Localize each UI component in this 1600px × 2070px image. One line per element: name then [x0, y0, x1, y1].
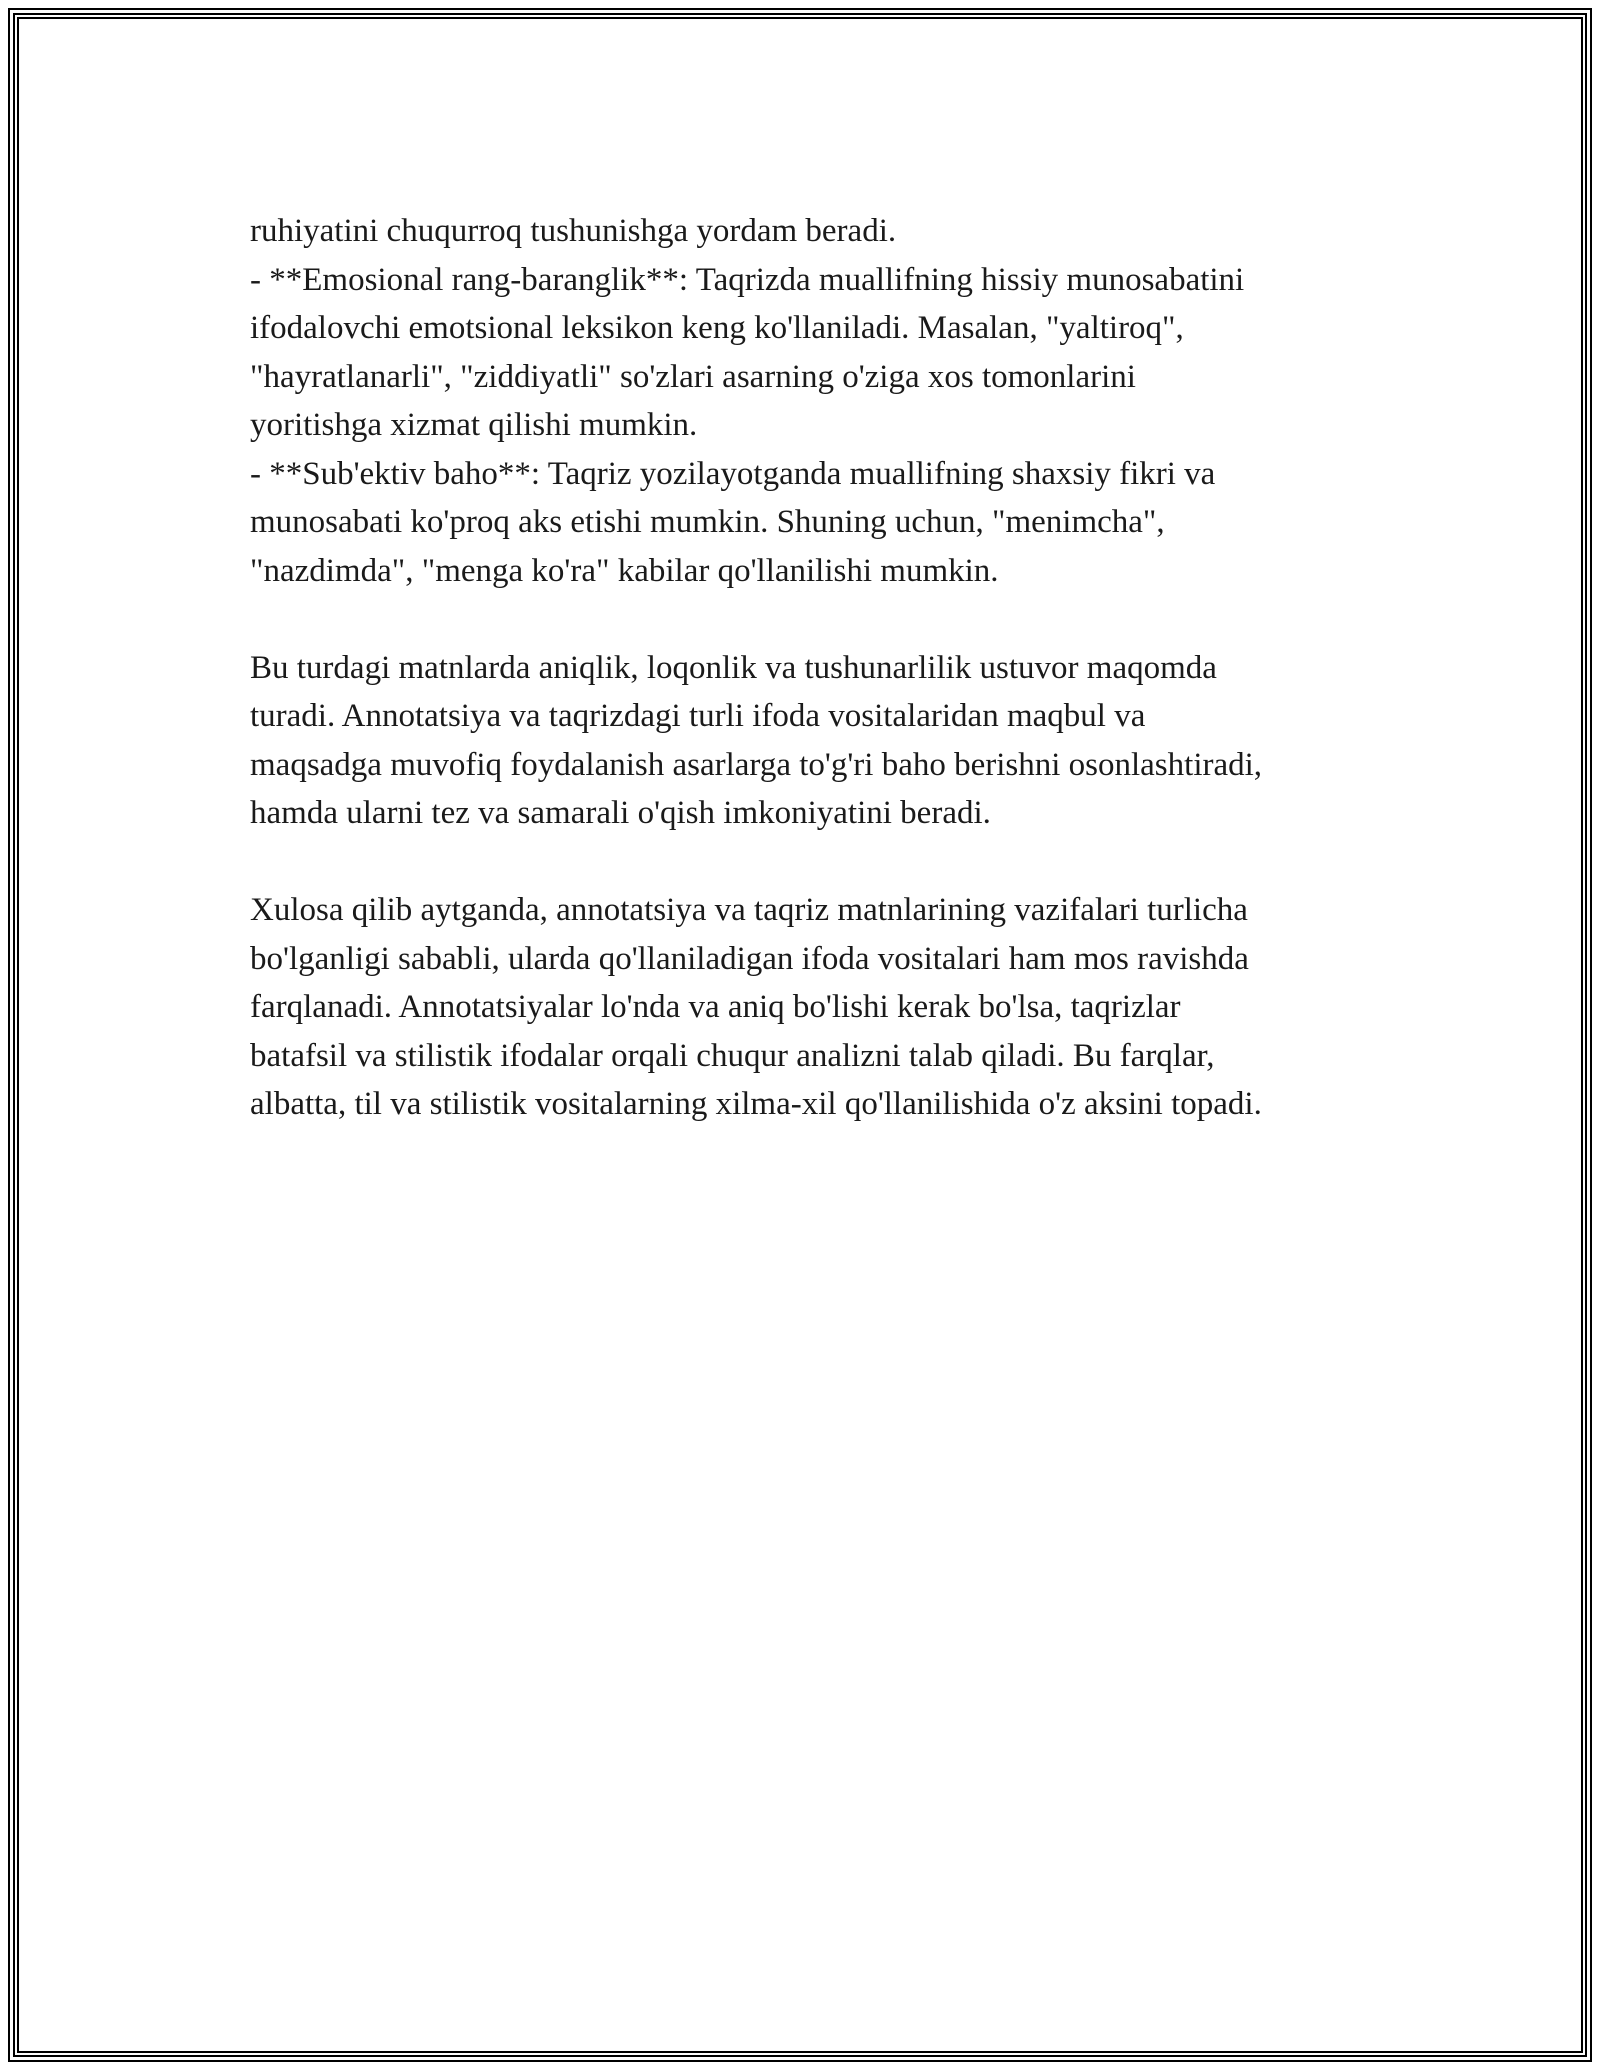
- paragraph-continuation: [250, 207, 1390, 595]
- text-line: albatta, til va stilistik vositalarning xilma-xil qo'llanilishida o'z aksini topadi.: [250, 1086, 1262, 1122]
- text-line: ruhiyatini chuqurroq tushunishga yordam beradi.: [250, 213, 897, 249]
- text-line: - **Sub'ektiv baho**: Taqriz yozilayotganda muallifning shaxsiy fikri va: [250, 455, 1216, 492]
- text-line: hamda ularni tez va samarali o'qish imkoniyatini beradi.: [250, 795, 991, 831]
- text-line: munosabati ko'proq aks etishi mumkin. Shuning uchun, "menimcha",: [250, 504, 1165, 540]
- text-line: "nazdimda", "menga ko'ra" kabilar qo'llanilishi mumkin.: [250, 552, 999, 589]
- text-line: yoritishga xizmat qilishi mumkin.: [250, 407, 698, 443]
- page-border: [8, 8, 1592, 2062]
- paragraph-summary: [250, 644, 1390, 838]
- text-line: maqsadga muvofiq foydalanish asarlarga to'g'ri baho berishni osonlashtiradi,: [250, 746, 1263, 783]
- document-body: [250, 207, 1390, 1129]
- text-line: farqlanadi. Annotatsiyalar lo'nda va aniq bo'lishi kerak bo'lsa, taqrizlar: [250, 989, 1181, 1025]
- paragraph-conclusion: [250, 886, 1390, 1129]
- text-line: bo'lganligi sababli, ularda qo'llaniladigan ifoda vositalari ham mos ravishda: [250, 940, 1249, 977]
- text-line: "hayratlanarli", "ziddiyatli" so'zlari asarning o'ziga xos tomonlarini: [250, 358, 1136, 395]
- text-line: batafsil va stilistik ifodalar orqali chuqur analizni talab qiladi. Bu farqlar,: [250, 1037, 1215, 1074]
- text-line: Xulosa qilib aytganda, annotatsiya va taqriz matnlarining vazifalari turlicha: [250, 892, 1248, 928]
- text-line: turadi. Annotatsiya va taqrizdagi turli ifoda vositalaridan maqbul va: [250, 698, 1146, 734]
- text-line: - **Emosional rang-baranglik**: Taqrizda muallifning hissiy munosabatini: [250, 261, 1245, 298]
- text-line: ifodalovchi emotsional leksikon keng ko'llaniladi. Masalan, "yaltiroq",: [250, 310, 1184, 346]
- text-line: Bu turdagi matnlarda aniqlik, loqonlik va tushunarlilik ustuvor maqomda: [250, 649, 1217, 686]
